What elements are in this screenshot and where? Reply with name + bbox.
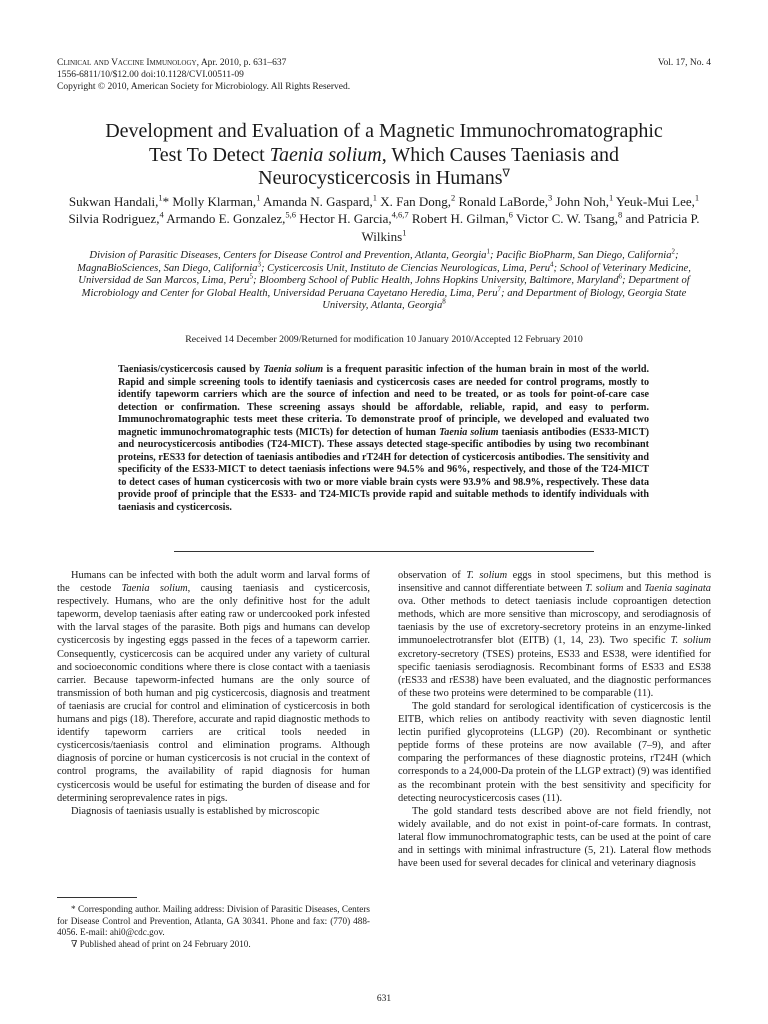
affiliation-list: [66, 247, 702, 313]
species-name: T. solium: [585, 583, 624, 595]
affiliation-marker: 1: [158, 192, 163, 203]
affiliation-marker: 4,6,7: [391, 210, 409, 221]
affiliation-number: 7: [497, 285, 502, 294]
affiliation-number: 2: [671, 247, 676, 256]
author: [69, 194, 173, 209]
affiliation-number: 5: [249, 272, 253, 281]
text-run: observation of: [398, 570, 467, 581]
abstract-text: taeniasis antibodies (ES33-MICT) and neurocysticercosis antibodies (T24-MICT). These assays detected stage-specific antibodies by using two recombinant proteins, rES33 for detection of taeniasis antibodies and rT24H for detection of cysticercosis antibodies. The sensitivity and specificity of the ES33-MICT to detect taeniasis infections were 94.5% and 96%, respectively, and those of the T24-MICT to detect cases of human cysticercosis with two or more viable brain cysts were 93.9% and 98.9%, respectively. These data provide proof of principle that the ES33- and T24-MICTs provide rapid and suitable methods to identify individuals with taeniasis and cysticercosis.: [118, 426, 649, 513]
title-line-2a: Test To Detect: [148, 143, 270, 166]
running-header: [57, 57, 350, 94]
text-run: Humans can be infected with both the adult worm and larval forms of the cestode: [57, 570, 370, 595]
author: [166, 211, 299, 226]
affiliation-number: 1: [486, 247, 490, 256]
paragraph: The gold standard for serological identification of cysticercosis is the EITB, which relies on antibody reactivity with seven diagnostic lentil lectin purified glycoproteins (LLGP) (20). Recombinant or synthetic peptide forms of these proteins are now available (7–9), and after comparing the performances of these diagnostic proteins, rT24H (which corresponds to a 24,000-Da protein of the LLGP extract) (9) was identified as the recombinant protein with the best sensitivity and specificity for detecting neurocysticercosis cases (11).: [398, 700, 711, 804]
article-identifiers: 1556-6811/10/$12.00 doi:10.1128/CVI.00511-09: [57, 70, 244, 81]
author: [556, 194, 616, 209]
affiliation-text: Department of Microbiology and Center for Global Health, Universidad Peruana Cayetano Heredia, Lima, Peru: [81, 275, 690, 299]
abstract-text: is a frequent parasitic infection of the human brain in most of the world. Rapid and simple screening tools to identify taeniasis and cysticercosis cases are needed for control programs, mostly to identify tapeworm carriers which are the source of infection and need to be treated, or as tools for point-of-care case detection or confirmation. These screening assays should be affordable, reliable, rapid, and easy to perform. Immunochromatographic tests meet these criteria. To demonstrate proof of principle, we developed and evaluated two magnetic immunochromatographic tests (MICTs) for detection of human: [118, 364, 649, 438]
affiliation: [89, 247, 497, 261]
species-name: Taenia saginata: [644, 583, 711, 595]
copyright-line: Copyright © 2010, American Society for Microbiology. All Rights Reserved.: [57, 82, 351, 93]
footnote-divider: [57, 897, 137, 898]
author-name: Hector H. Garcia,: [299, 211, 392, 227]
author-separator: *: [162, 194, 173, 209]
epub-mark: ∇: [502, 167, 510, 180]
affiliation-separator: ;: [260, 262, 268, 274]
paragraph: [398, 569, 711, 700]
affiliation-separator: ;: [622, 275, 629, 287]
author-name: X. Fan Dong,: [380, 194, 451, 209]
author-name: and Patricia P. Wilkins: [361, 211, 700, 244]
author-name: Silvia Rodriguez,: [68, 211, 160, 227]
article-dates: Received 14 December 2009/Returned for modification 10 January 2010/Accepted 12 February 2010: [185, 334, 583, 345]
author: [412, 211, 516, 226]
affiliation: [267, 260, 560, 274]
author: [516, 211, 626, 226]
affiliation-number: 8: [442, 297, 446, 306]
text-run: and: [623, 583, 645, 595]
journal-name: Clinical and Vaccine Immunology: [57, 58, 197, 68]
affiliation-marker: 3: [548, 192, 553, 203]
affiliation-number: 4: [550, 260, 554, 269]
affiliation: [259, 272, 629, 287]
author: [299, 211, 412, 226]
affiliation: [77, 260, 268, 274]
abstract: [118, 364, 649, 514]
abstract-divider: [174, 551, 594, 552]
affiliation-text: and Department of Biology, Georgia State University, Atlanta, Georgia: [322, 287, 687, 312]
affiliation-separator: ;: [553, 262, 560, 274]
paragraph: The gold standard tests described above are not field friendly, not widely available, and do not exist in point-of-care formats. In contrast, lateral flow immunochromatographic tests, can be used at the point of care and in settings with minimal infrastructure (5, 21). Lateral flow methods have been used for several decades for clinical and veterinary diagnosis: [398, 805, 711, 870]
affiliation-text: MagnaBioSciences, San Diego, California: [77, 262, 258, 274]
abstract-text: Taeniasis/cysticercosis caused by: [118, 364, 264, 375]
affiliation-text: Division of Parasitic Diseases, Centers for Disease Control and Prevention, Atlanta, Georgia: [89, 250, 487, 261]
affiliation-marker: 1: [402, 227, 407, 238]
author: [68, 211, 166, 226]
author-name: Robert H. Gilman,: [411, 211, 509, 227]
corresponding-author-note: * Corresponding author. Mailing address: Division of Parasitic Diseases, Centers for Disease Control and Prevention, Atlanta, GA 30341. Phone and fax: (770) 488-4056. E-mail: ahi0@cdc.gov.: [57, 904, 370, 938]
author-name: Sukwan Handali,: [68, 194, 159, 209]
affiliation-text: Pacific BioPharm, San Diego, California: [496, 250, 672, 261]
body-column-right: [398, 569, 711, 870]
title-line-3: Neurocysticercosis in Humans: [258, 167, 503, 189]
page-number: 631: [376, 994, 392, 1004]
body-column-left: [57, 569, 370, 889]
affiliation-number: 3: [257, 260, 261, 269]
affiliation-marker: 8: [618, 210, 623, 221]
author: [380, 194, 458, 209]
author-name: Ronald LaBorde,: [458, 194, 549, 209]
author: [263, 194, 380, 209]
text-run: eggs in stool specimens, but this method is insensitive and cannot differentiate between: [398, 570, 711, 595]
author: [616, 194, 699, 209]
issue-info: , Apr. 2010, p. 631–637: [196, 58, 287, 68]
text-run: , causing taeniasis and cysticercosis, respectively. Humans, who are the only definitive host for the adult tapeworm, develop taeniasis after eating raw or undercooked pork infested with the larval stages of the parasite. Both pigs and humans can develop cysticercosis by ingesting eggs passed in the feces of a tapeworm carrier. Consequently, cysticercosis can be acquired under any variety of cultural and socioeconomic conditions where there is close contact with a taeniasis carrier. Because tapeworm-infected humans are the only source of transmission of both human and pig cysticercosis, diagnosis and treatment of taeniasis are crucial for control and elimination of cysticercosis in both humans and pigs (18). Therefore, accurate and rapid diagnostic methods to identify tapeworm carriers are critical tools needed in cysticercosis/taeniasis control and elimination programs. Although diagnosis of porcine or human cysticercosis is not crucial in the context of control programs, the availability of rapid diagnosis for human cysticercosis would be useful for estimating the burden of disease and for determining seroprevalence rates in pigs.: [57, 583, 371, 804]
author-name: Amanda N. Gaspard,: [262, 194, 373, 209]
paragraph: Diagnosis of taeniasis usually is established by microscopic: [71, 805, 320, 817]
affiliation-marker: 1: [256, 192, 261, 203]
species-name: T. solium: [466, 570, 508, 581]
affiliation-separator: ;: [501, 287, 508, 299]
affiliation-separator: ;: [675, 250, 679, 261]
title-species: Taenia solium: [269, 143, 382, 166]
affiliation-number: 6: [618, 272, 622, 281]
footnotes: [57, 904, 370, 950]
affiliation-marker: 4: [159, 210, 164, 221]
affiliation-text: Bloomberg School of Public Health, Johns Hopkins University, Baltimore, Maryland: [259, 275, 619, 287]
species-name: T. solium: [670, 635, 711, 647]
abstract-species: Taenia solium: [263, 364, 324, 375]
publication-note: ∇ Published ahead of print on 24 February 2010.: [71, 938, 251, 949]
author-name: Victor C. W. Tsang,: [515, 211, 619, 227]
author-name: John Noh,: [555, 194, 609, 209]
affiliation-marker: 5,6: [285, 210, 296, 221]
author-name: Yeuk-Mui Lee,: [616, 194, 695, 209]
author-name: Armando E. Gonzalez,: [166, 211, 286, 227]
affiliation-marker: 1: [694, 192, 700, 203]
text-run: ova. Other methods to detect taeniasis include coproantigen detection methods, which are more sensitive than microscopy, and serodiagnosis of taeniasis by the use of excretory-secretory proteins in an enzyme-linked immunoelectrotransfer blot (EITB) (1, 14, 23). Two specific: [398, 596, 711, 647]
author-list: [56, 193, 712, 245]
affiliation: [496, 247, 679, 261]
affiliation-marker: 1: [372, 192, 377, 203]
volume-info: Vol. 17, No. 4: [657, 58, 711, 68]
author: [172, 194, 263, 209]
affiliation-text: School of Veterinary Medicine, Universidad de San Marcos, Lima, Peru: [78, 262, 691, 287]
text-run: excretory-secretory (TSES) proteins, ES33 and ES38, were identified for specific taeniasis serodiagnosis. Recombinant forms of ES33 and ES38 (rES33 and rES38) have been evaluated, and the diagnostic performances of these two proteins were determined to be comparable (11).: [398, 648, 711, 699]
paragraph: [57, 569, 370, 805]
author: [459, 194, 556, 209]
species-name: Taenia solium: [121, 583, 188, 595]
affiliation-marker: 2: [451, 192, 456, 203]
affiliation-separator: ;: [252, 275, 260, 287]
title-line-2b: , Which Causes Taeniasis and: [381, 143, 619, 166]
affiliation-marker: 1: [609, 192, 614, 203]
title-line-1: Development and Evaluation of a Magnetic Immunochromatographic: [105, 120, 663, 142]
author-name: Molly Klarman,: [172, 194, 257, 209]
abstract-species: Taenia solium: [439, 426, 499, 438]
article-title: [40, 120, 728, 191]
affiliation-separator: ;: [489, 250, 497, 261]
affiliation-text: Cysticercosis Unit, Instituto de Ciencias Neurologicas, Lima, Peru: [267, 262, 551, 274]
affiliation-marker: 6: [508, 210, 513, 221]
